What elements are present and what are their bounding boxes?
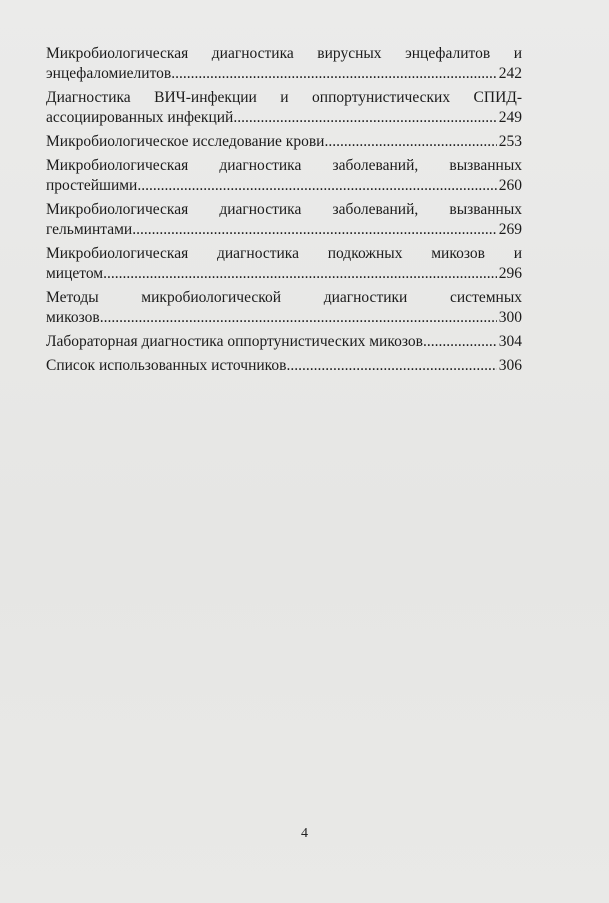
leader-dots [137, 176, 496, 196]
leader-dots [171, 64, 497, 84]
toc-page-number: 260 [498, 177, 522, 194]
leader-dots [103, 264, 497, 284]
toc-entry-title: Лабораторная диагностика оппортунистических микозов [46, 333, 423, 350]
toc-entry-title: Микробиологическое исследование крови [46, 133, 325, 150]
table-of-contents [46, 44, 522, 380]
toc-entry-title: Диагностика ВИЧ-инфекции и оппортунистических СПИД- [46, 89, 522, 106]
toc-entry [46, 356, 522, 376]
toc-entry-title-cont: мицетом [46, 265, 104, 282]
toc-entry [46, 244, 522, 284]
toc-entry [46, 200, 522, 240]
toc-entry [46, 44, 522, 84]
toc-entry-title: Методы микробиологической диагностики системных [46, 289, 522, 306]
toc-entry-title: Микробиологическая диагностика вирусных энцефалитов и [46, 45, 522, 62]
toc-page-number: 249 [498, 109, 522, 126]
toc-entry-title-cont: микозов [46, 309, 100, 326]
toc-entry [46, 88, 522, 128]
toc-page-number: 306 [498, 357, 522, 374]
toc-entry-title: Микробиологическая диагностика заболеваний, вызванных [46, 157, 522, 174]
toc-page-number: 242 [498, 65, 522, 82]
toc-entry-title: Список использованных источников [46, 357, 287, 374]
toc-entry-title-cont: ассоциированных инфекций [46, 109, 234, 126]
page-number: 4 [301, 826, 308, 841]
toc-entry-title: Микробиологическая диагностика заболеваний, вызванных [46, 201, 522, 218]
leader-dots [286, 356, 496, 376]
toc-page-number: 304 [498, 333, 522, 350]
toc-entry-title-cont: энцефаломиелитов [46, 65, 172, 82]
toc-page-number: 269 [498, 221, 522, 238]
toc-entry [46, 332, 522, 352]
toc-entry [46, 288, 522, 328]
toc-entry-title-cont: гельминтами [46, 221, 133, 238]
toc-entry [46, 132, 522, 152]
leader-dots [233, 108, 496, 128]
leader-dots [100, 308, 497, 328]
toc-page-number: 253 [498, 133, 522, 150]
toc-entry-title-cont: простейшими [46, 177, 138, 194]
toc-entry-title: Микробиологическая диагностика подкожных микозов и [46, 245, 522, 262]
leader-dots [324, 132, 496, 152]
toc-page-number: 300 [498, 309, 522, 326]
leader-dots [423, 332, 497, 352]
bleed-through-decoration [530, 350, 609, 482]
leader-dots [132, 220, 497, 240]
toc-page-number: 296 [498, 265, 522, 282]
toc-entry [46, 156, 522, 196]
